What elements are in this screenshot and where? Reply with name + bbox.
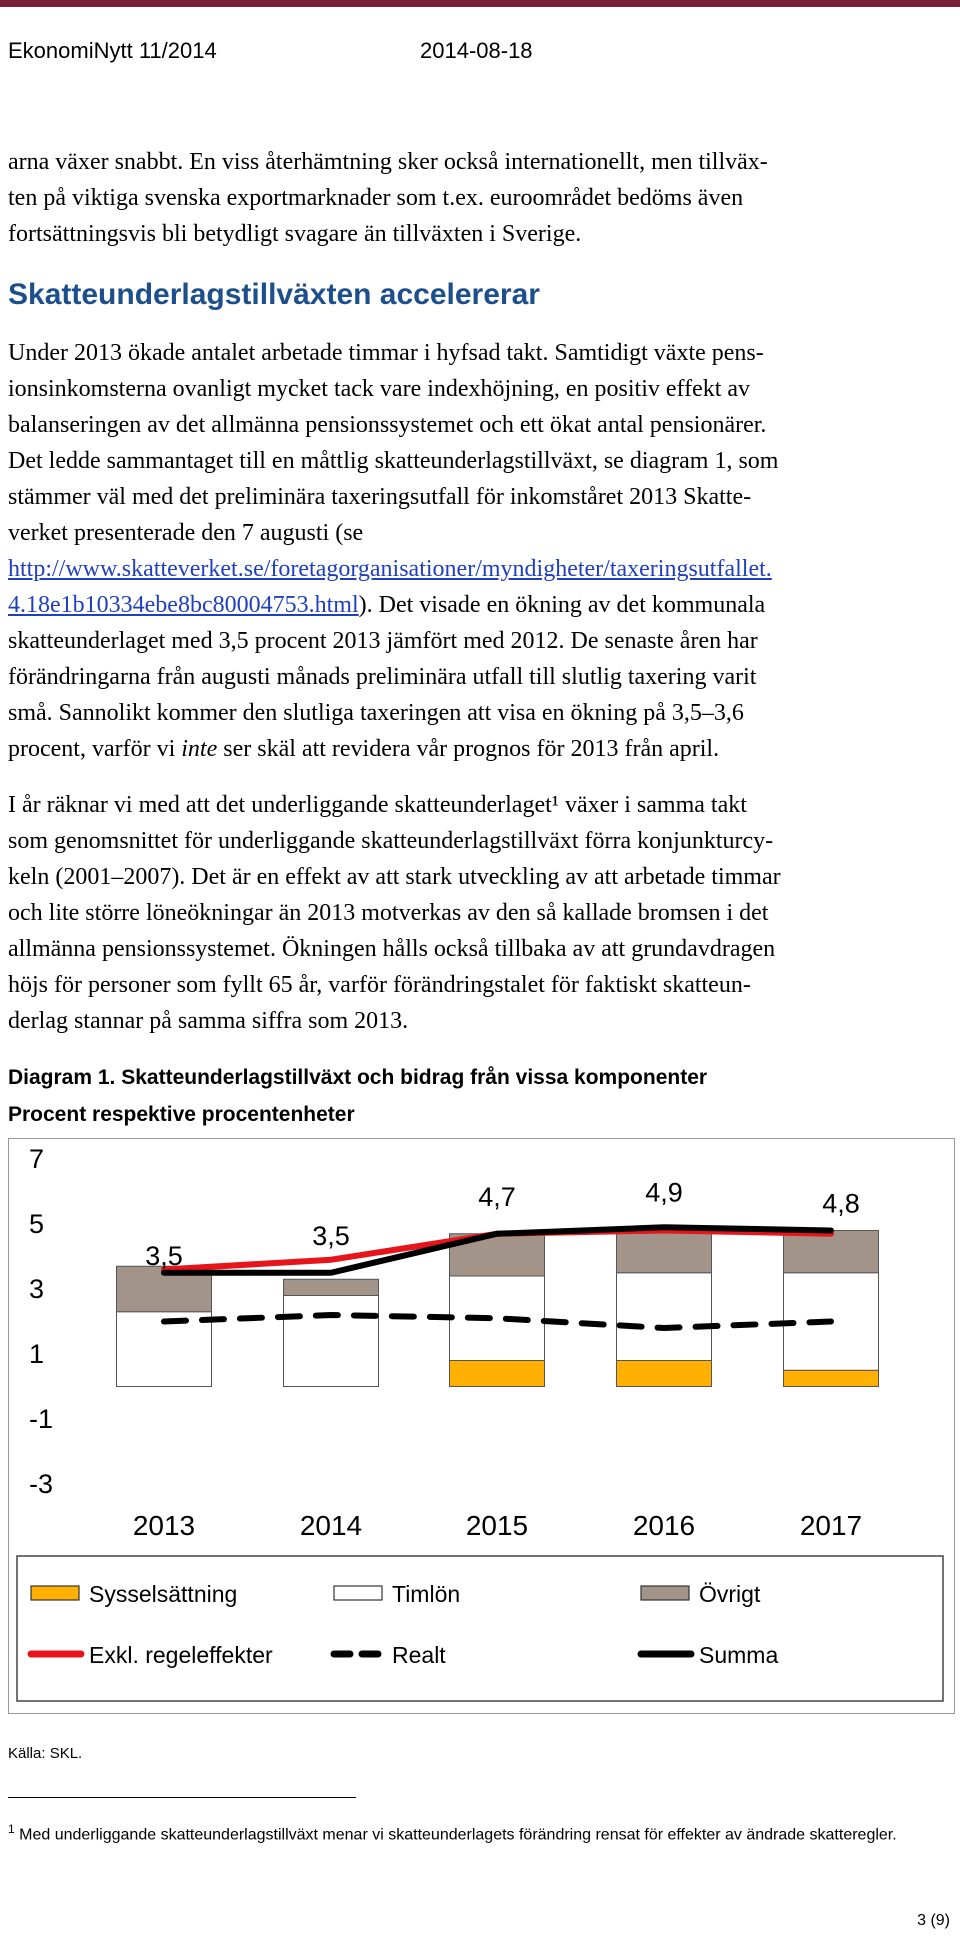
legend-label: Timlön: [392, 1581, 461, 1607]
publication-date: 2014-08-18: [420, 38, 533, 63]
bar-syssels-ttning: [450, 1361, 545, 1387]
y-tick-label: -3: [29, 1469, 54, 1499]
chart-frame: [8, 1138, 955, 1714]
bar-syssels-ttning: [617, 1361, 712, 1387]
paragraph-2: Under 2013 ökade antalet arbetade timmar i hyfsad takt. Samtidigt växte pens- ionsinkomsterna ovanligt mycket tack vare indexhöjning, en positiv effekt av balanseringen av det allmänna pensionssystemet och ett ökat antal pensionärer. Det ledde sammantaget till en måttlig skatteunderlagstillväxt, se diagram 1, som stämmer väl med det preliminära taxeringsutfall för inkomståret 2013 Skatte- verket presenterade den 7 augusti (se http://www.skatteverket.se/foretagorganisationer/myndigheter/taxeringsutfallet. 4.18e1b10334ebe8bc80004753.html). Det visade en ökning av det kommunala skatteunderlaget med 3,5 procent 2013 jämfört med 2012. De senaste åren har förändringarna från augusti månads preliminära utfall till slutlig taxering varit små. Sannolikt kommer den slutliga taxeringen att visa en ökning på 3,5–3,6 procent, varför vi inte ser skäl att revidera vår prognos för 2013 från april.: [8, 340, 779, 762]
legend-label: Sysselsättning: [89, 1581, 238, 1607]
bar-timl-n: [450, 1276, 545, 1361]
bar--vrigt: [617, 1231, 712, 1273]
chart-source: Källa: SKL.: [8, 1745, 83, 1762]
x-tick-label: 2016: [632, 1510, 696, 1541]
x-tick-label: 2017: [799, 1510, 863, 1541]
section-heading: Skatteunderlagstillväxten accelererar: [8, 278, 540, 311]
bar-timl-n: [617, 1273, 712, 1361]
skatteverket-link-cont[interactable]: 4.18e1b10334ebe8bc80004753.html: [8, 592, 359, 618]
paragraph-3: I år räknar vi med att det underliggande skatteunderlaget¹ växer i samma takt som genomsnittet för underliggande skatteunderlagstillväxt förra konjunkturcy- keln (2001–2007). Det är en effekt av att stark utveckling av att arbetade timmar och lite större löneökningar än 2013 motverkas av den så kallade bromsen i det allmänna pensionssystemet. Ökningen hålls också tillbaka av att grundavdragen höjs för personer som fyllt 65 år, varför förändringstalet för faktiskt skatteun- derlag stannar på samma siffra som 2013.: [8, 792, 781, 1034]
legend-swatch: [334, 1586, 382, 1600]
legend-swatch: [31, 1586, 79, 1600]
data-label: 4,7: [478, 1181, 516, 1212]
data-label: 3,5: [312, 1220, 350, 1251]
bar-syssels-ttning: [784, 1370, 879, 1386]
x-tick-label: 2015: [465, 1510, 529, 1541]
y-tick-label: 5: [29, 1209, 45, 1239]
legend-label: Övrigt: [699, 1581, 761, 1607]
data-label: 4,9: [645, 1177, 683, 1208]
figure-subcaption: Procent respektive procentenheter: [8, 1103, 355, 1126]
legend-box: [17, 1556, 943, 1701]
bar-timl-n: [284, 1296, 379, 1387]
footnote: $^1$ Med underliggande skatteunderlagstillväxt menar vi skatteunderlagets förändring rensat för effekter av ändrade skatteregler.: [8, 1822, 897, 1844]
y-tick-label: 7: [29, 1144, 45, 1174]
data-label: 3,5: [145, 1240, 183, 1271]
legend-label: Exkl. regeleffekter: [89, 1642, 273, 1668]
header-rule: [0, 0, 960, 7]
page-number: 3 (9): [917, 1912, 950, 1929]
publication-title: EkonomiNytt 11/2014: [8, 38, 217, 63]
skatteverket-link[interactable]: http://www.skatteverket.se/foretagorganisationer/myndigheter/taxeringsutfallet.: [8, 556, 772, 582]
chart: [9, 1139, 954, 1713]
intro-paragraph: arna växer snabbt. En viss återhämtning sker också internationellt, men tillväx- ten på viktiga svenska exportmarknader som t.ex. euroområdet bedöms även fortsättningsvis bli betydligt svagare än tillväxten i Sverige.: [8, 149, 768, 247]
y-tick-label: 1: [29, 1339, 45, 1369]
x-tick-label: 2014: [299, 1510, 363, 1541]
legend-swatch: [641, 1586, 689, 1600]
data-label: 4,8: [822, 1188, 860, 1219]
figure-caption: Diagram 1. Skatteunderlagstillväxt och bidrag från vissa komponenter: [8, 1066, 708, 1089]
legend-label: Summa: [699, 1642, 779, 1668]
footnote-rule: [8, 1797, 356, 1798]
bar--vrigt: [784, 1231, 879, 1273]
bar--vrigt: [284, 1279, 379, 1295]
y-tick-label: 3: [29, 1274, 45, 1304]
legend-label: Realt: [392, 1642, 446, 1668]
x-tick-label: 2013: [132, 1510, 196, 1541]
y-tick-label: -1: [29, 1404, 54, 1434]
